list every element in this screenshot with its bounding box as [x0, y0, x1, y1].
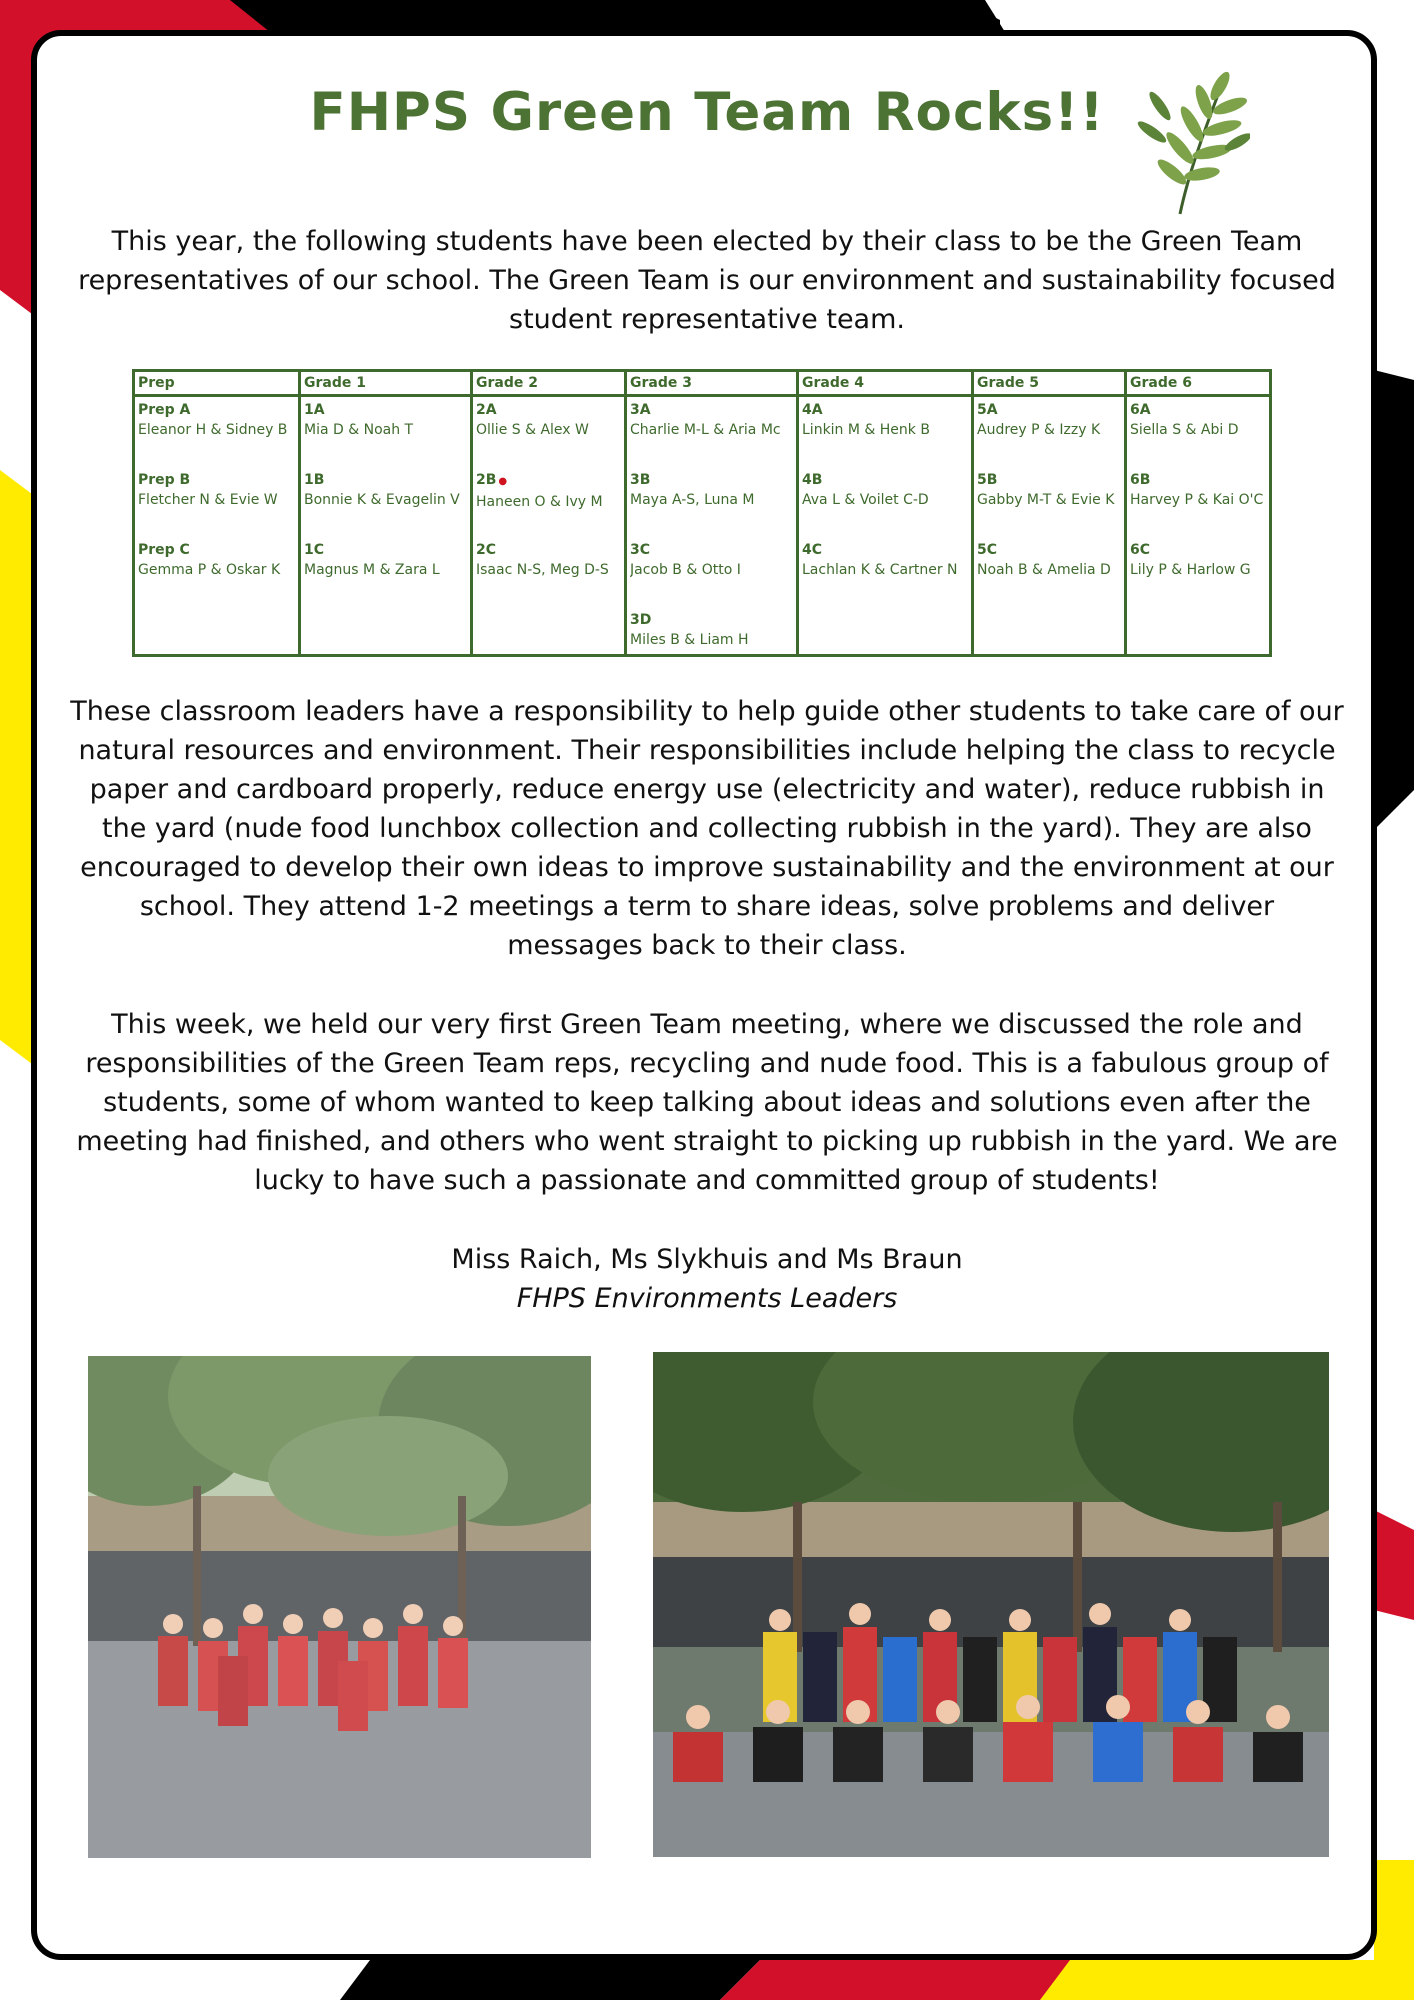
- meeting-paragraph: This week, we held our very first Green Team meeting, where we discussed the role and responsibilities of the Green Team reps, recycling and nude food. This is a fabulous group of students, some of whom wanted to keep talking about ideas and solutions even after the meeting had finished, and others who went straight to picking up rubbish in the yard. We are lucky to have such a passionate and committed group of students!: [76, 1009, 1338, 1196]
- class-label: 4A: [802, 402, 823, 418]
- class-entry: [630, 470, 793, 540]
- class-label: 2C: [476, 542, 497, 558]
- responsibilities-paragraph: These classroom leaders have a responsibility to help guide other students to take care of our natural resources and environment. Their responsibilities include helping the class to recycle paper and cardboard properly, reduce energy use (electricity and water), reduce rubbish in the yard (nude food lunchbox collection and collecting rubbish in the yard). They are also encouraged to develop their own ideas to improve sustainability and the environment at our school. They attend 1-2 meetings a term to share ideas, solve problems and deliver messages back to their class.: [70, 696, 1344, 961]
- class-label: 5B: [977, 472, 998, 488]
- class-entry: [802, 540, 968, 610]
- student-names: Haneen O & Ivy M: [476, 494, 603, 510]
- header-grade-5: Grade 5: [973, 371, 1126, 396]
- class-label: Prep B: [138, 472, 191, 488]
- page-title: FHPS Green Team Rocks!!: [309, 82, 1105, 143]
- column-prep: [134, 396, 300, 656]
- leaf-branch-icon: [1130, 66, 1250, 216]
- junior-team-photo: [88, 1356, 591, 1858]
- class-label: 1A: [304, 402, 325, 418]
- class-label: 2B ●: [476, 472, 508, 488]
- class-entry: [304, 470, 467, 540]
- class-label: 3D: [630, 612, 652, 628]
- class-entry: [476, 400, 621, 470]
- student-names: Bonnie K & Evagelin V: [304, 492, 460, 508]
- class-entry: [304, 400, 467, 470]
- class-entry: [1130, 470, 1266, 540]
- student-names: Miles B & Liam H: [630, 632, 749, 648]
- column-grade-5: [973, 396, 1126, 656]
- student-names: Isaac N-S, Meg D-S: [476, 562, 609, 578]
- student-names: Siella S & Abi D: [1130, 422, 1239, 438]
- senior-team-photo: [653, 1352, 1329, 1857]
- student-names: Fletcher N & Evie W: [138, 492, 278, 508]
- class-entry: [138, 470, 295, 540]
- class-entry: [1130, 540, 1266, 610]
- student-names: Audrey P & Izzy K: [977, 422, 1101, 438]
- class-entry: [304, 540, 467, 610]
- student-names: Gemma P & Oskar K: [138, 562, 281, 578]
- table-header-row: [134, 371, 1271, 396]
- class-entry: [630, 400, 793, 470]
- class-label: 3C: [630, 542, 651, 558]
- class-entry: [1130, 400, 1266, 470]
- student-names: Jacob B & Otto I: [630, 562, 741, 578]
- student-names: Charlie M-L & Aria Mc: [630, 422, 781, 438]
- green-team-table: [132, 369, 1272, 657]
- signature-names: Miss Raich, Ms Slykhuis and Ms Braun: [451, 1244, 963, 1275]
- class-label: Prep A: [138, 402, 191, 418]
- student-names: Linkin M & Henk B: [802, 422, 930, 438]
- class-entry: [138, 540, 295, 610]
- header-grade-6: Grade 6: [1126, 371, 1271, 396]
- student-names: Maya A-S, Luna M: [630, 492, 755, 508]
- class-label: 2A: [476, 402, 497, 418]
- header-prep: Prep: [134, 371, 300, 396]
- student-names: Mia D & Noah T: [304, 422, 414, 438]
- student-names: Magnus M & Zara L: [304, 562, 440, 578]
- class-label: 6A: [1130, 402, 1151, 418]
- column-grade-6: [1126, 396, 1271, 656]
- class-entry: [630, 610, 793, 654]
- class-label: Prep C: [138, 542, 190, 558]
- column-grade-2: [472, 396, 626, 656]
- class-label: 3B: [630, 472, 651, 488]
- student-names: Noah B & Amelia D: [977, 562, 1111, 578]
- header-grade-3: Grade 3: [626, 371, 798, 396]
- student-names: Ollie S & Alex W: [476, 422, 589, 438]
- class-entry: [476, 540, 621, 610]
- column-grade-4: [798, 396, 973, 656]
- class-label: 5C: [977, 542, 998, 558]
- class-entry: [802, 400, 968, 470]
- class-label: 6C: [1130, 542, 1151, 558]
- header-grade-4: Grade 4: [798, 371, 973, 396]
- class-label: 4C: [802, 542, 823, 558]
- student-names: Harvey P & Kai O'C: [1130, 492, 1264, 508]
- class-entry: [977, 400, 1121, 470]
- student-names: Gabby M-T & Evie K: [977, 492, 1115, 508]
- class-label: 1B: [304, 472, 325, 488]
- class-label: 6B: [1130, 472, 1151, 488]
- class-label: 4B: [802, 472, 823, 488]
- class-entry: [977, 470, 1121, 540]
- student-names: Eleanor H & Sidney B: [138, 422, 288, 438]
- column-grade-3: [626, 396, 798, 656]
- class-entry: [630, 540, 793, 610]
- student-names: Lily P & Harlow G: [1130, 562, 1251, 578]
- class-entry: [138, 400, 295, 470]
- class-entry: [476, 470, 621, 540]
- student-names: Lachlan K & Cartner N: [802, 562, 958, 578]
- intro-paragraph: This year, the following students have been elected by their class to be the Green Team representatives of our school. The Green Team is our environment and sustainability focused student representative team.: [78, 226, 1336, 335]
- class-entry: [802, 470, 968, 540]
- class-entry: [977, 540, 1121, 610]
- red-dot-marker: ●: [498, 476, 508, 487]
- header-grade-1: Grade 1: [300, 371, 472, 396]
- signature-role: FHPS Environments Leaders: [516, 1283, 898, 1314]
- class-label: 3A: [630, 402, 651, 418]
- header-grade-2: Grade 2: [472, 371, 626, 396]
- student-names: Ava L & Voilet C-D: [802, 492, 929, 508]
- class-label: 1C: [304, 542, 325, 558]
- signature-block: [70, 1240, 1344, 1318]
- column-grade-1: [300, 396, 472, 656]
- class-label: 5A: [977, 402, 998, 418]
- table-row: [134, 396, 1271, 656]
